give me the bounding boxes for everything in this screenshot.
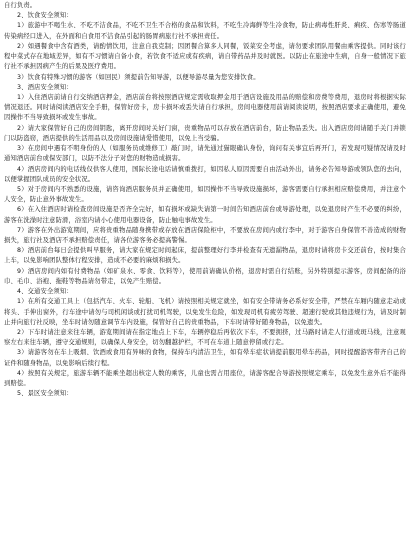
document-paragraph: 自行负责。 (4, 2, 37, 9)
document-paragraph: 5）对于房间内不熟悉的设施，请咨询酒店服务员并正确使用，如因操作不当导致设施损坏，游客需要自行承担相应赔偿费用，并注意个人安全，防止意外事故发生。 (4, 185, 406, 204)
document-paragraph: 6）在入住酒店时请检查房间设施是否齐全完好，如有损坏或缺失请第一时间告知酒店前台或导游处理，以免退房时产生不必要的纠纷，游客在洗澡时注意防滑，浴室内请小心使用电器设备，防止触电事故发生。 (4, 206, 406, 224)
document-paragraph: 1）在所有交通工具上（包括汽车、火车、轮船、飞机）请按照相关规定就坐，如有安全带请务必系好安全带，严禁在车厢内随意走动或将头、手伸出窗外，行车途中请勿与司机闲谈或打扰司机驾驶，以免发生危险，如发现司机有疲劳驾驶、超速行驶或其他违规行为，请及时制止并向旅行社反映，坐车时请勿随意调节车内设施，保管好自己的贵重物品，下车时请带好随身物品，以免遗失。 (4, 298, 406, 326)
document-paragraph: 2）请大家保管好自己的房间钥匙，离开房间时关好门窗，贵重物品可以存放在酒店前台，防止物品丢失。出入酒店房间请随手关门并锁门以防盗窃，酒店提供的生活用品以及房间设施请爱惜使用，以免上当受骗。 (4, 124, 406, 142)
document-paragraph: 1）入住酒店前请自行交纳酒店押金，酒店前台将按照酒店规定需收取押金用于酒店设施及用品的赔偿和房费等费用，退房时将根据实际情况退还。同时请阅读酒店安全手册，保管好房卡，房卡损坏或丢失请自行承担，房间电器使用前请阅读说明，按照酒店要求正确使用，避免因操作不当导致损坏或发生事故。 (4, 93, 406, 122)
document-paragraph: 7）游客在外出游览期间，应将贵重物品随身携带或存放在酒店保险柜中，不要放在房间内或行李中，对于游客自身保管不善造成的财物损失，旅行社及酒店不承担赔偿责任，请各位游客务必提高警惕。 (4, 226, 406, 245)
document-paragraph: 2）下车时请注意来往车辆，游览期间请在指定地点上下车，车辆停稳后再依次下车，不要拥挤，过马路时请走人行道或斑马线，注意观察左右来往车辆，遵守交通规则，以确保人身安全，切勿翻越护栏，不可在车道上随意停留或行走。 (4, 329, 406, 347)
document-paragraph: 4）酒店房间内的电话线仅供客人使用，国际长途电话请慎重拨打，如因私人原因需要自由活动外出，请务必告知导游或领队您的去向，以便掌握团队成员的安全状况。 (4, 165, 406, 183)
section-heading-scenic: 5、景区安全须知： (17, 390, 73, 398)
document-paragraph: 8）酒店前台每日会提供叫早服务，请大家在规定时间起床，提前整理好行李并检查有无遗漏物品，退房时请将房卡交还前台，按时集合上车，以免影响团队整体行程安排，造成不必要的麻烦和损失。 (4, 247, 406, 265)
document-paragraph: 4）按照有关规定，旅游车辆不能乘坐超出核定人数的乘客，儿童也需占用座位，请游客配合导游按照规定乘车，以免发生意外后不能得到赔偿。 (4, 369, 406, 388)
section-heading-diet: 2、饮食安全须知： (17, 12, 73, 20)
section-heading-hotel: 3、酒店安全须知： (17, 83, 73, 91)
document-paragraph: 3）在房间中遇有不明身份的人（如服务员或维修工）敲门时，请先通过猫眼确认身份，询问有关事宜后再开门，若发现可疑情况请及时通知酒店前台或保安部门，以防不法分子对您的财物造成损害。 (4, 145, 406, 163)
document-paragraph: 1）旅游中不喝生水、不吃不洁食品，不吃不卫生不合格的食品和饮料，不吃生冷海鲜等生冷食物，防止病毒性肝炎、痢疾、伤寒等肠道传染病经口进入，在外面和自食用不洁食品引起的肠胃病旅行社不承担责任。 (4, 22, 406, 40)
document-paragraph: 9）酒店房间内如有付费物品（如矿泉水、零食、饮料等），使用前请确认价格，退房时需自行结账，另外特别提示游客，房间配备的浴巾、毛巾、浴袍、拖鞋等物品请勿带走，以免产生赔偿。 (4, 267, 406, 285)
document-paragraph: 2）如遇餐食中含有酒类，请酌情饮用，注意自我克制；因团餐合算多人同餐，饭菜安全考虑，请勿要求团队用餐由乘客提供。同时该行程中菜式存在地域差异，如有不习惯请自备小食，若饮食不适应或有疾病，请自带药品并及时就医。以防止在旅途中生病，自身一般情况下旅行社不承担因病产生的后果及医疗费用。 (4, 42, 406, 71)
document-paragraph: 3）饮食有特殊习惯的游客（如回民）须提前告知导游，以便导游尽量为您安排饮食。 (17, 73, 260, 81)
document-paragraph: 3）请游客勿在车上吸烟、饮酒或食用有异味的食物，保持车内清洁卫生，如有晕车症状请提前服用晕车药品，同时提醒游客带齐自己的证件和随身物品，以免影响后续行程。 (4, 349, 406, 367)
section-heading-traffic: 4、交通安全须知： (17, 288, 73, 296)
